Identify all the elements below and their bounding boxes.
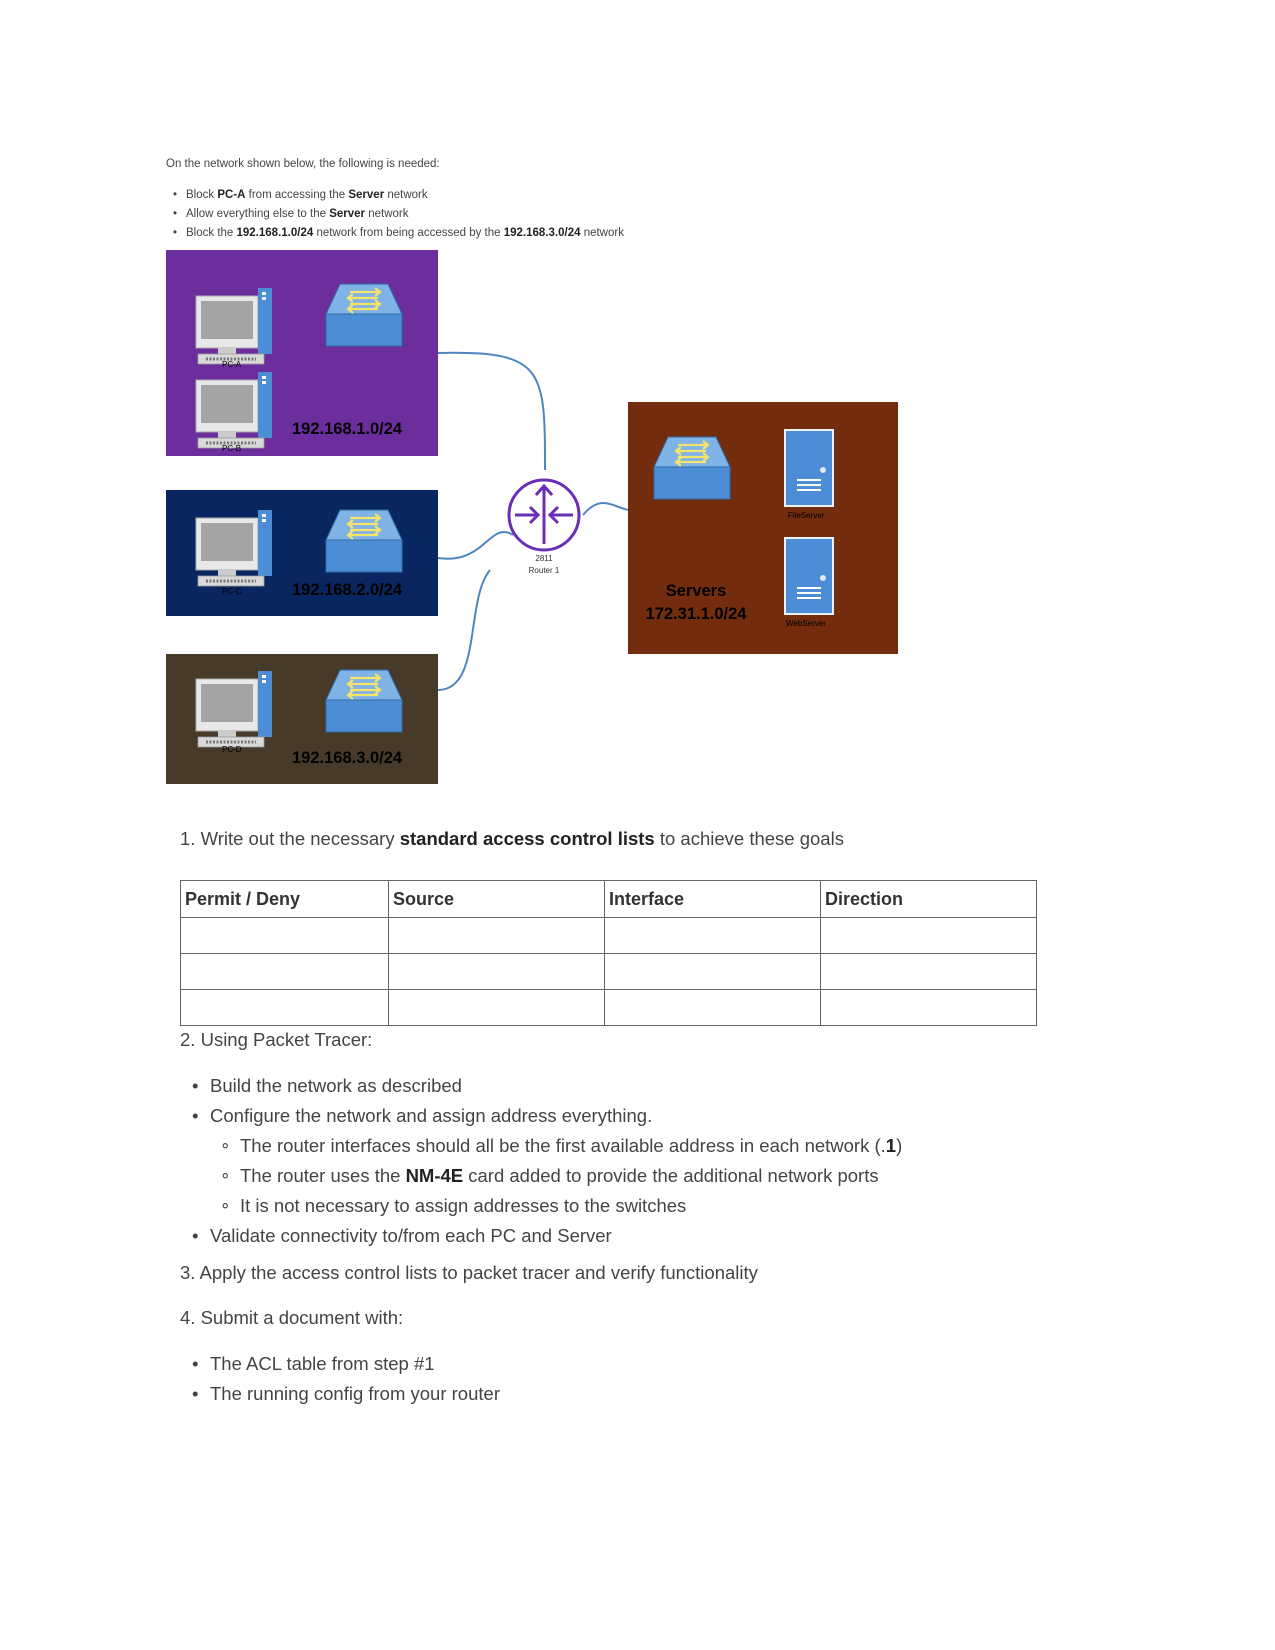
- pc-label: PC-A: [222, 360, 242, 369]
- table-header-row: [181, 881, 1037, 918]
- router-name: Router 1: [528, 566, 560, 575]
- server-label: WebServer: [786, 619, 826, 628]
- table-cell[interactable]: [821, 954, 1037, 990]
- table-cell[interactable]: [389, 990, 605, 1026]
- table-cell[interactable]: [389, 954, 605, 990]
- table-cell[interactable]: [821, 990, 1037, 1026]
- goal-item: • Allow everything else to the Server network: [166, 206, 624, 225]
- table-cell[interactable]: [605, 954, 821, 990]
- table-cell[interactable]: [605, 918, 821, 954]
- router-model: 2811: [535, 554, 553, 563]
- server-icon: [785, 430, 833, 506]
- column-header: Direction: [821, 881, 1037, 918]
- intro-text: On the network shown below, the following is needed:: [166, 158, 440, 170]
- network-label: 192.168.1.0/24: [292, 420, 403, 438]
- table-row: [181, 990, 1037, 1026]
- list-item: ∘ The router interfaces should all be the first available address in each network (.1): [180, 1133, 902, 1163]
- table-cell[interactable]: [605, 990, 821, 1026]
- pc-label: PC-C: [222, 587, 242, 596]
- list-item: • The ACL table from step #1: [180, 1351, 500, 1381]
- list-item: • Configure the network and assign address everything.: [180, 1103, 902, 1133]
- list-item: ∘ The router uses the NM-4E card added to provide the additional network ports: [180, 1163, 902, 1193]
- router-icon: [509, 480, 579, 550]
- pc-label: PC-B: [222, 444, 242, 453]
- goal-item: • Block PC-A from accessing the Server network: [166, 187, 624, 206]
- list-item: • Build the network as described: [180, 1073, 902, 1103]
- step-3-heading: 3. Apply the access control lists to packet tracer and verify functionality: [180, 1262, 758, 1283]
- step-2-list: [180, 1073, 902, 1253]
- table-cell[interactable]: [821, 918, 1037, 954]
- server-label: FileServer: [788, 511, 825, 520]
- network-label: 172.31.1.0/24: [645, 605, 747, 623]
- network-diagram: [0, 0, 1275, 800]
- table-row: [181, 918, 1037, 954]
- network-label: 192.168.3.0/24: [292, 749, 403, 767]
- switch-icon: [326, 284, 402, 346]
- step-1-heading: 1. Write out the necessary standard access control lists to achieve these goals: [180, 828, 844, 849]
- column-header: Permit / Deny: [181, 881, 389, 918]
- step-4-heading: 4. Submit a document with:: [180, 1307, 404, 1328]
- step-2-heading: 2. Using Packet Tracer:: [180, 1029, 373, 1050]
- acl-table: [180, 880, 1037, 1026]
- table-cell[interactable]: [389, 918, 605, 954]
- list-item: ∘ It is not necessary to assign addresses to the switches: [180, 1193, 902, 1223]
- network-label: 192.168.2.0/24: [292, 581, 403, 599]
- table-cell[interactable]: [181, 918, 389, 954]
- switch-icon: [326, 670, 402, 732]
- table-cell[interactable]: [181, 990, 389, 1026]
- column-header: Source: [389, 881, 605, 918]
- list-item: • The running config from your router: [180, 1381, 500, 1411]
- pc-label: PC-D: [222, 745, 242, 754]
- step-4-list: [180, 1351, 500, 1411]
- table-row: [181, 954, 1037, 990]
- table-cell[interactable]: [181, 954, 389, 990]
- switch-icon: [326, 510, 402, 572]
- switch-icon: [654, 437, 730, 499]
- list-item: • Validate connectivity to/from each PC and Server: [180, 1223, 902, 1253]
- goal-item: • Block the 192.168.1.0/24 network from being accessed by the 192.168.3.0/24 network: [166, 225, 624, 244]
- server-icon: [785, 538, 833, 614]
- servers-title: Servers: [665, 582, 727, 600]
- column-header: Interface: [605, 881, 821, 918]
